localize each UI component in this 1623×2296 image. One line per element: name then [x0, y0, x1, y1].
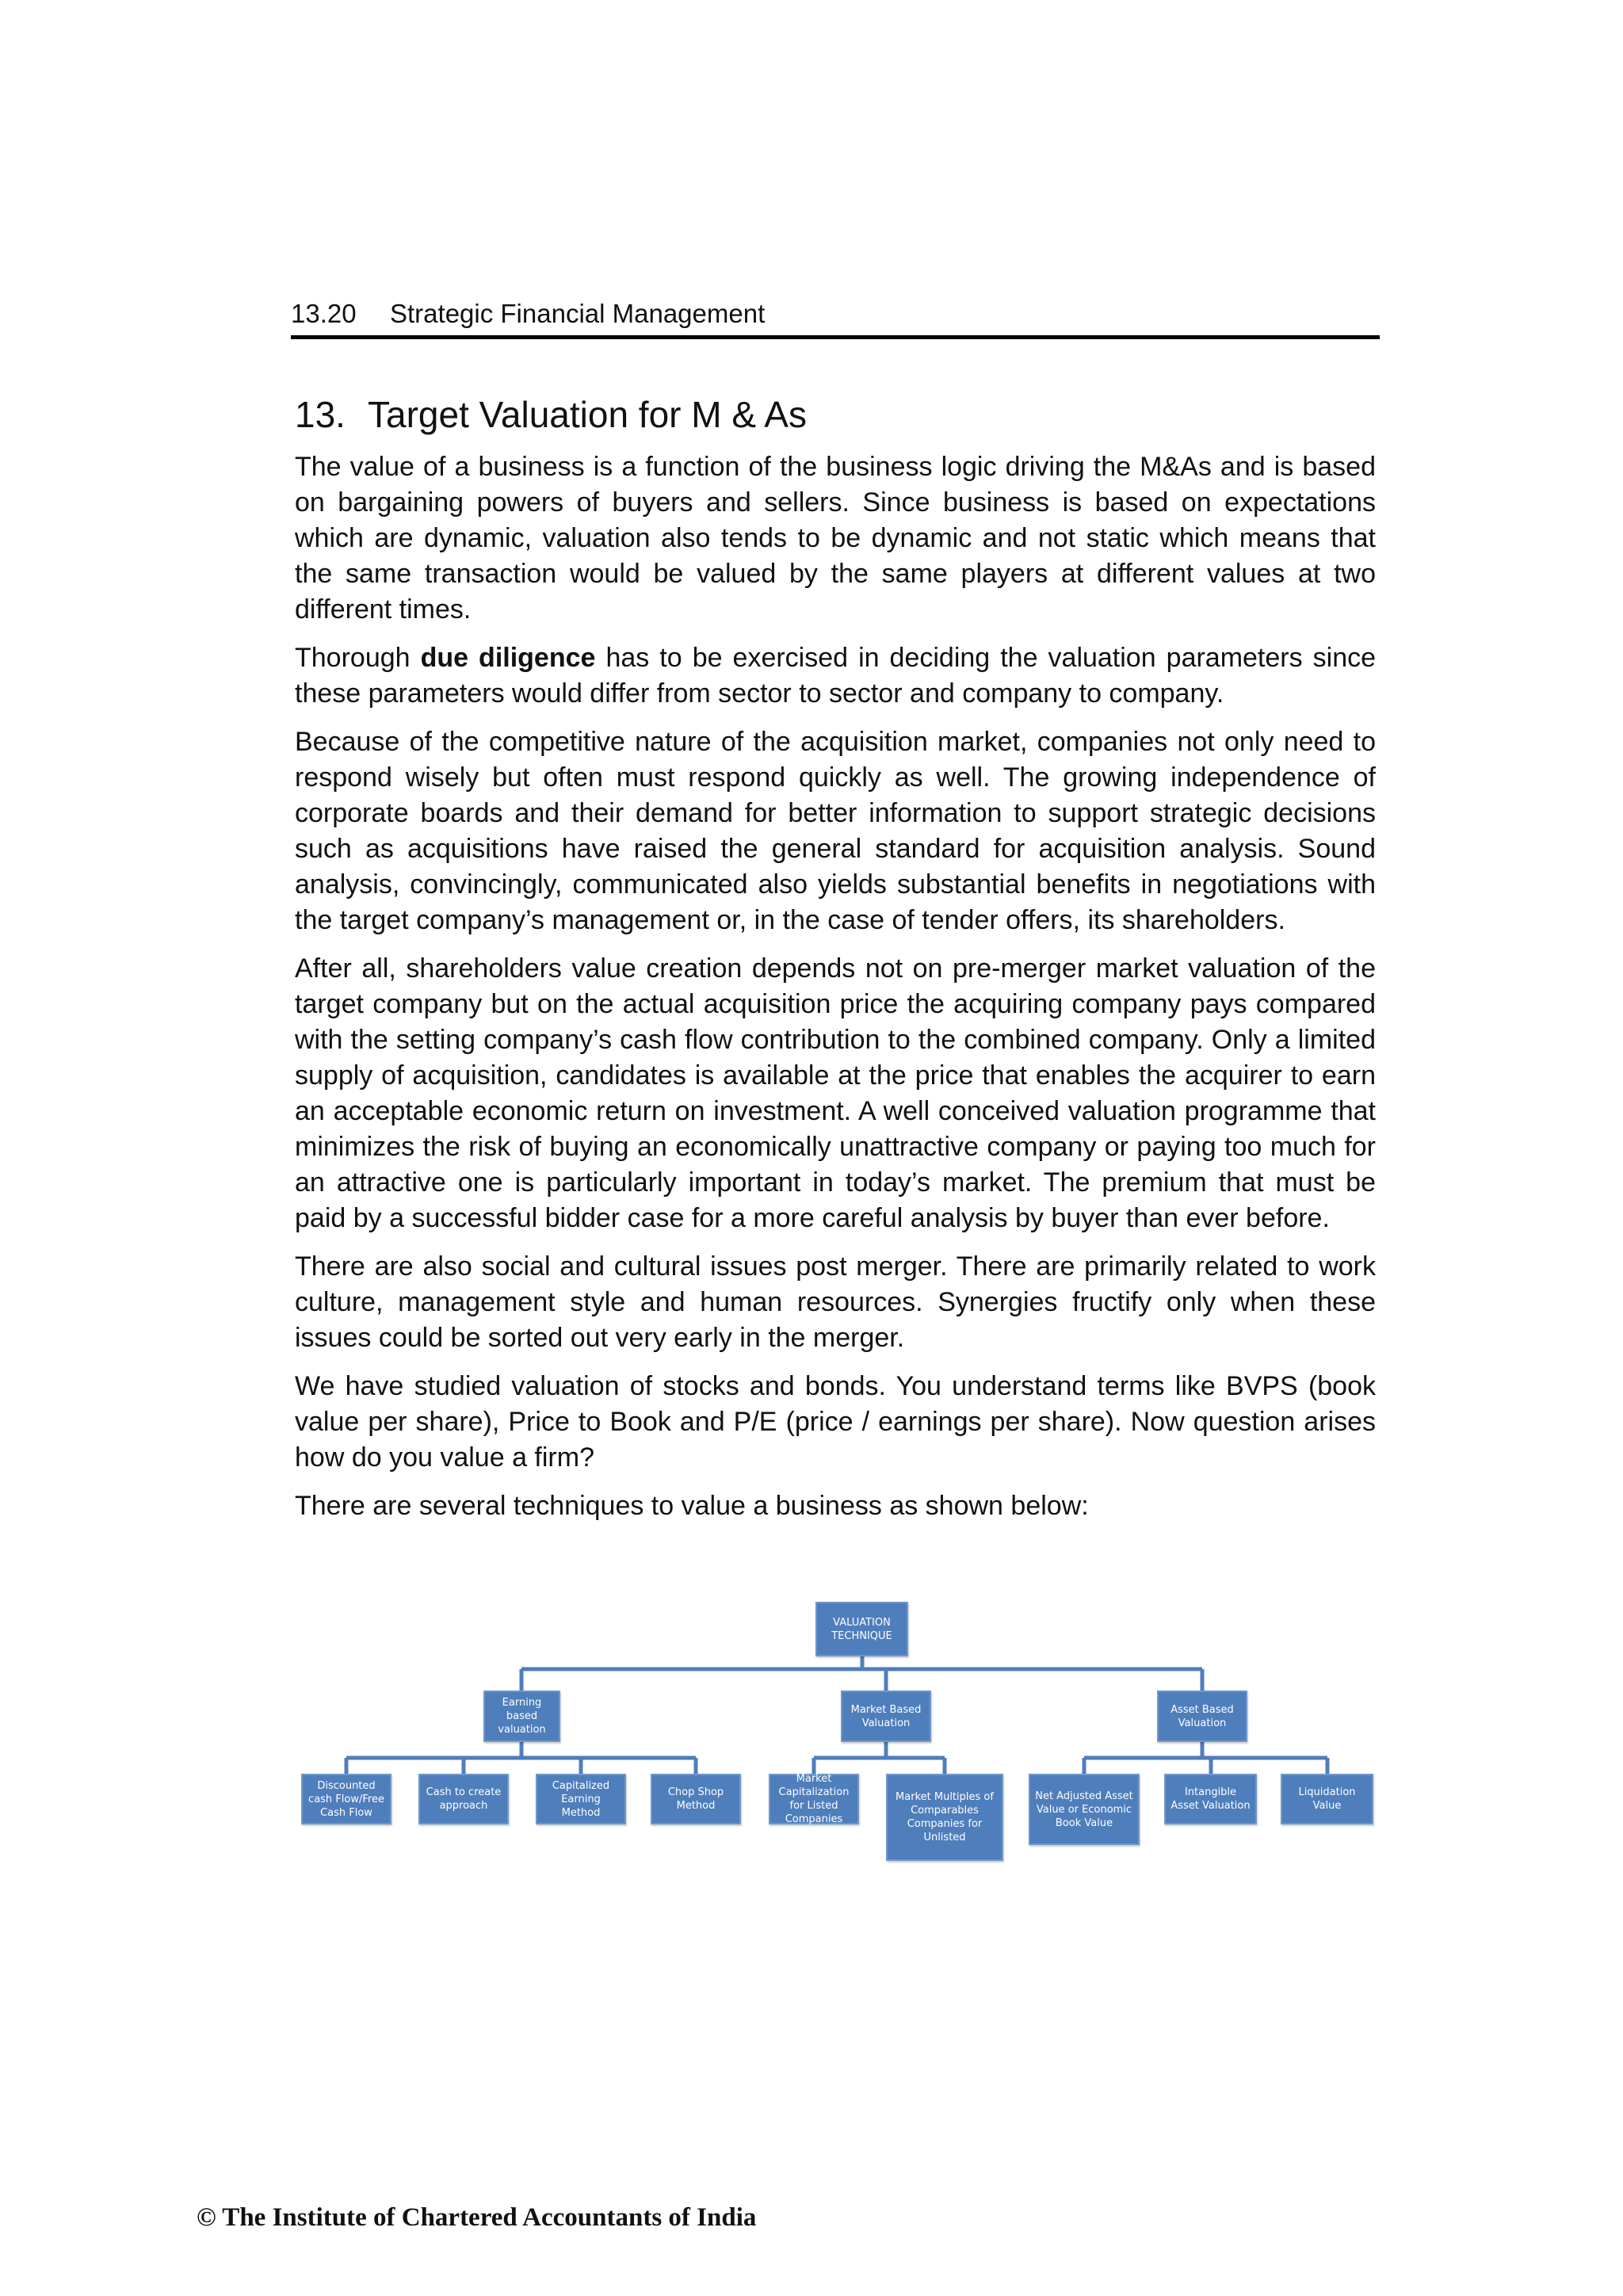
book-title: Strategic Financial Management — [390, 299, 766, 328]
paragraph-2-lead: Thorough — [295, 643, 421, 673]
net-adjusted-asset-box: Net Adjusted Asset Value or Economic Book Value — [1029, 1774, 1140, 1845]
earning-based-box: Earning based valuation — [483, 1690, 560, 1742]
market-multiples-box: Market Multiples of Comparables Companies for Unlisted — [886, 1774, 1003, 1861]
root-valuation-technique-box: VALUATION TECHNIQUE — [815, 1602, 908, 1656]
market-based-box: Market Based Valuation — [841, 1690, 931, 1742]
cash-to-create-box: Cash to create approach — [418, 1774, 509, 1824]
asset-based-box: Asset Based Valuation — [1157, 1690, 1247, 1742]
page-number: 13.20 — [291, 299, 357, 328]
market-capitalization-box: Market Capitalization for Listed Companies — [769, 1774, 859, 1824]
paragraph-7: There are several techniques to value a business as shown below: — [295, 1491, 1089, 1521]
due-diligence-term: due diligence — [420, 643, 596, 673]
paragraph-2-rest: has to be exercised in deciding the valuation parameters since these parameters would differ from sector to sector and company to company. — [295, 643, 1377, 709]
paragraph-4: After all, shareholders value creation depends not on pre-merger market valuation of the target company but on the actual acquisition price the acquiring company pays compared with the setting company’s cash flow contribution to the combined company. Only a limited supply of acquisition, candidates is available at the price that enables the acquirer to earn an acceptable economic return on investment. A well conceived valuation programme that minimizes the risk of buying an economically unattractive company or paying too much for an attractive one is particularly important in today’s market. The premium that must be paid by a successful bidder case for a more careful analysis by buyer than ever before. — [295, 953, 1376, 1233]
paragraph-5: There are also social and cultural issues post merger. There are primarily related to work culture, management style and human resources. Synergies fructify only when these issues could be sorted out very early in the merger. — [295, 1251, 1376, 1353]
dcf-box: Discounted cash Flow/Free Cash Flow — [301, 1774, 391, 1824]
paragraph-6: We have studied valuation of stocks and bonds. You understand terms like BVPS (book value per share), Price to Book and P/E (price / earnings per share). Now question arises how do you value a firm? — [295, 1371, 1376, 1473]
copyright-footer: © The Institute of Chartered Accountants of India — [197, 2203, 757, 2232]
intangible-asset-box: Intangible Asset Valuation — [1164, 1774, 1257, 1824]
paragraph-3: Because of the competitive nature of the acquisition market, companies not only need to respond wisely but often must respond quickly as well. The growing independence of corporate boards and their demand for better information to support strategic decisions such as acquisitions have raised the general standard for acquisition analysis. Sound analysis, convincingly, communicated also yields substantial benefits in negotiations with the target company’s management or, in the case of tender offers, its shareholders. — [295, 727, 1376, 935]
section-title: Target Valuation for M & As — [368, 394, 807, 435]
chop-shop-box: Chop Shop Method — [651, 1774, 741, 1824]
section-number: 13. — [295, 394, 346, 435]
liquidation-value-box: Liquidation Value — [1281, 1774, 1373, 1824]
paragraph-1: The value of a business is a function of the business logic driving the M&As and is based on bargaining powers of buyers and sellers. Since business is based on expectations which are dynamic, valuation also tends to be dynamic and not static which means that the same transaction would be valued by the same players at different values at two different times. — [295, 452, 1376, 625]
capitalized-earning-box: Capitalized Earning Method — [536, 1774, 626, 1824]
